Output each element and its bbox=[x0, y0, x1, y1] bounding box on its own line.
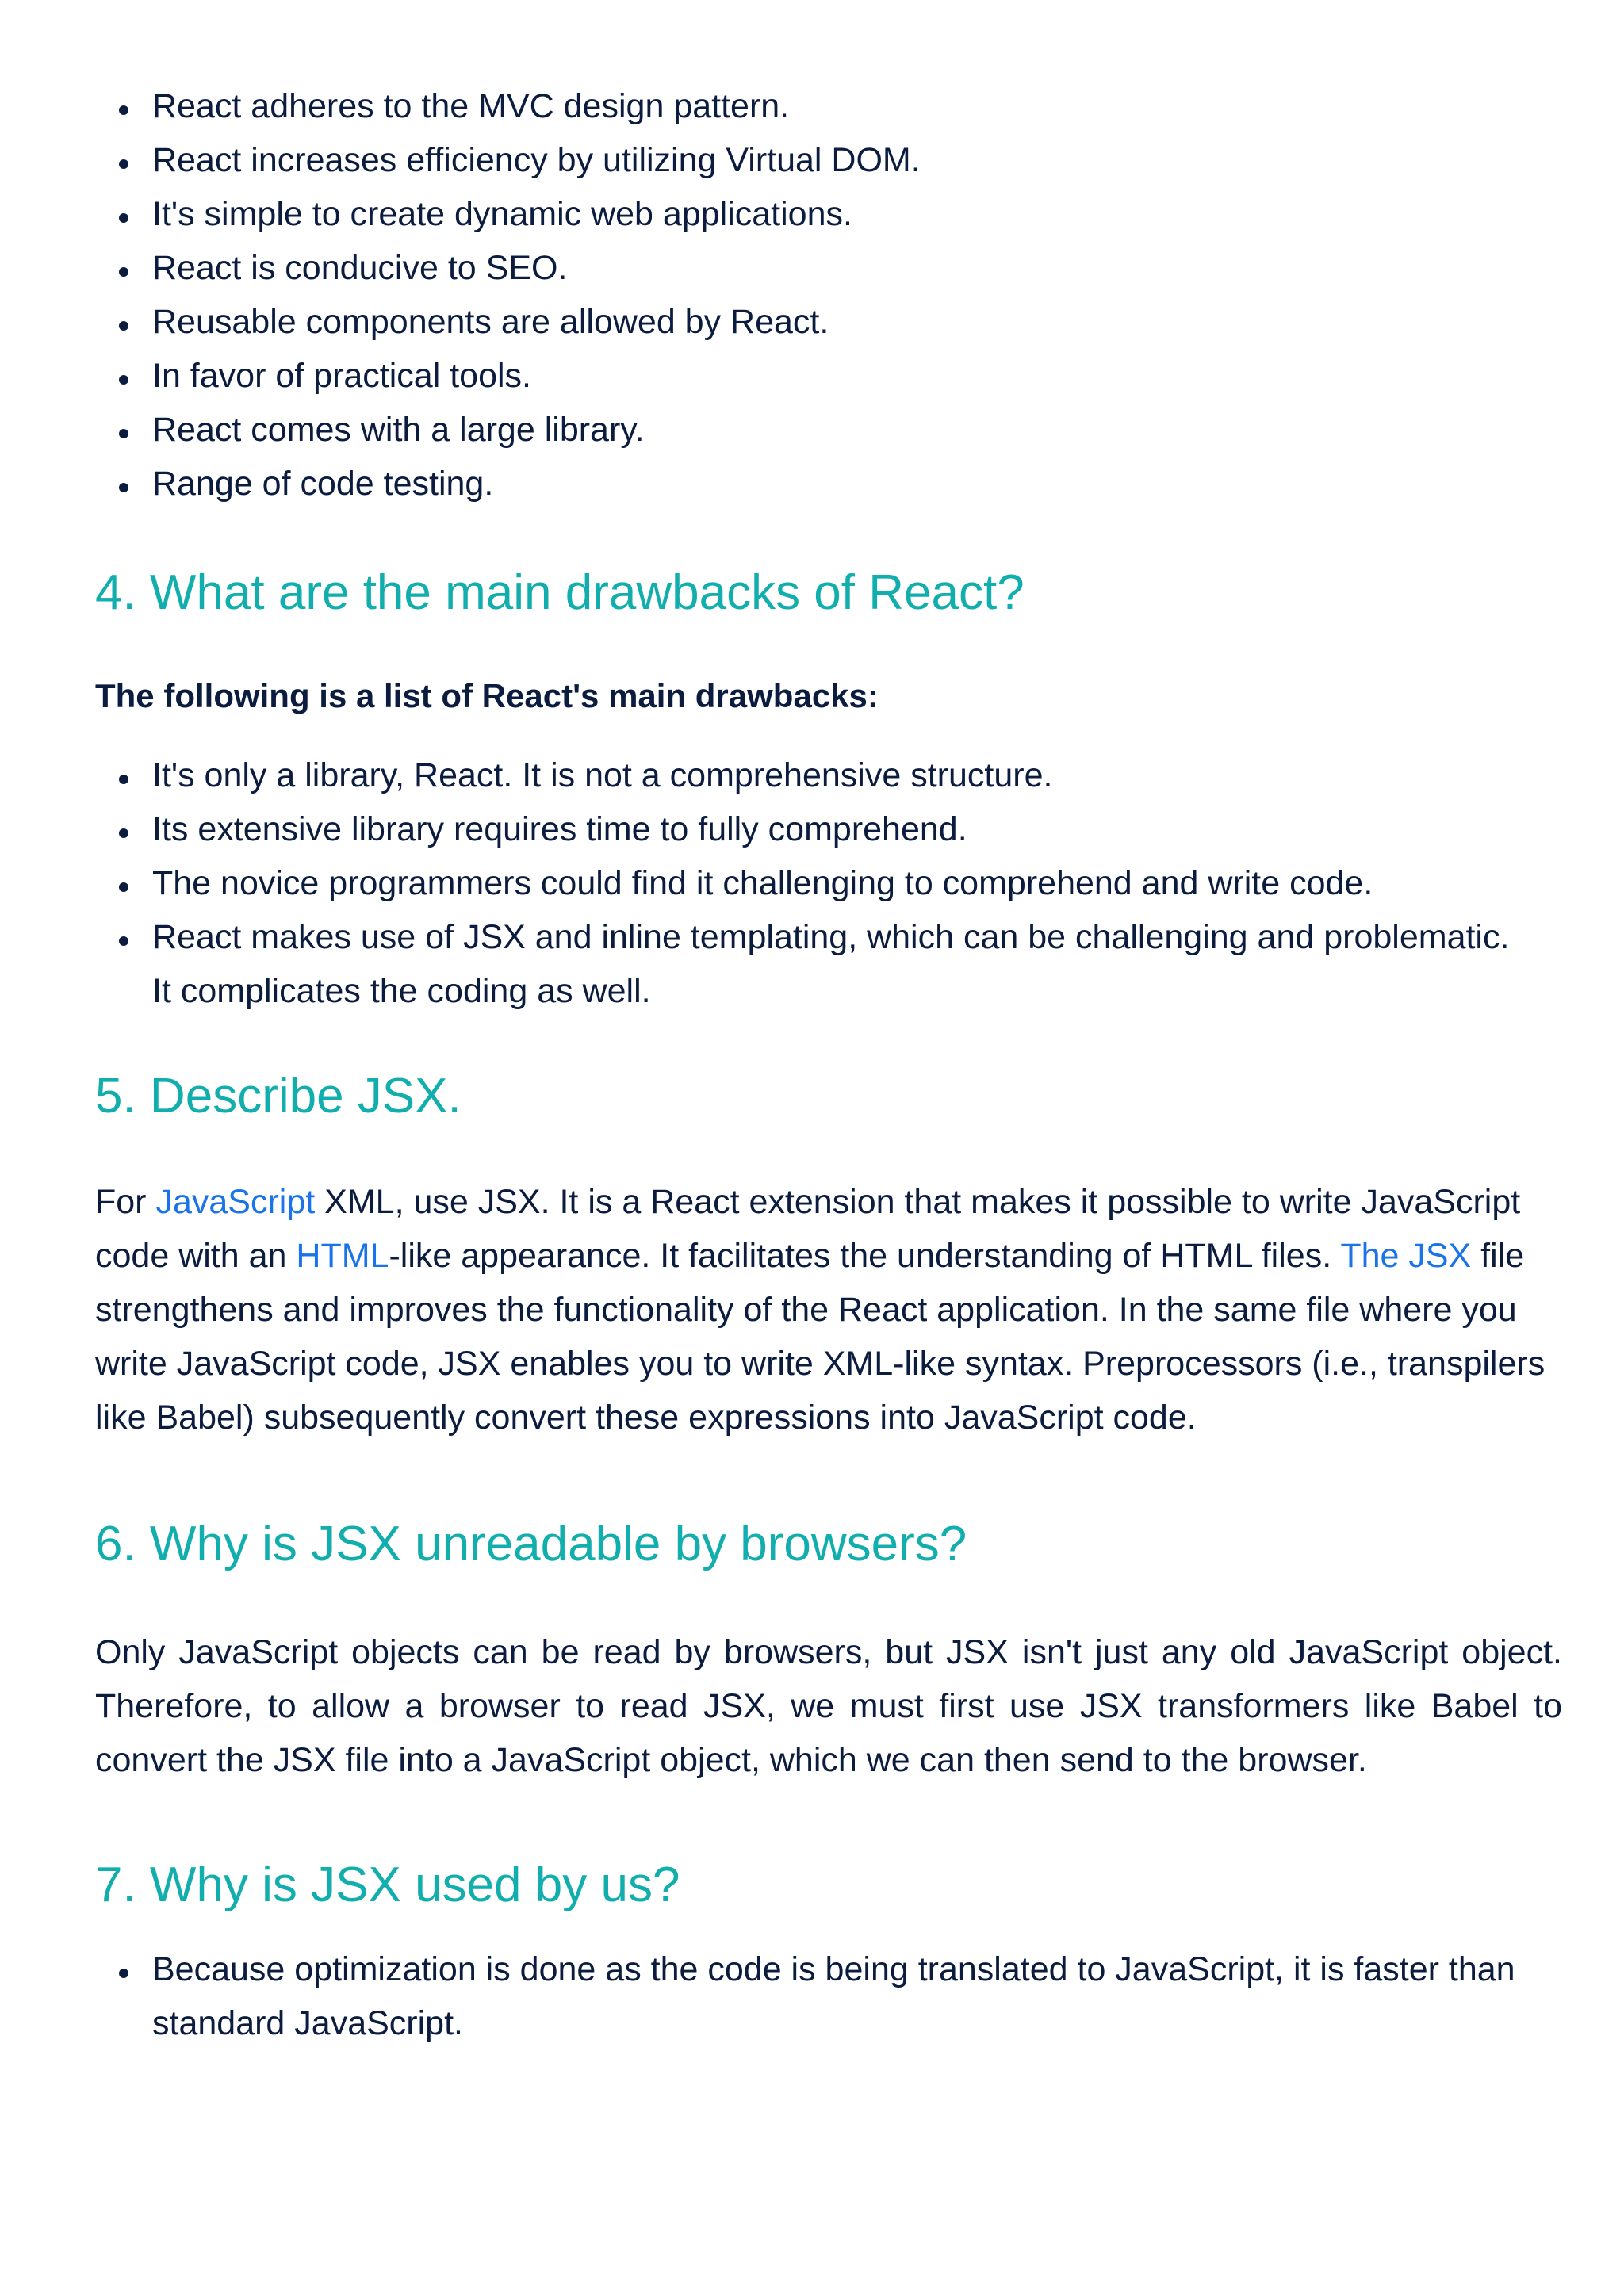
section-6-heading: 6. Why is JSX unreadable by browsers? bbox=[95, 1517, 967, 1571]
list-item: Because optimization is done as the code is being translated to JavaScript, it is faster than standard JavaScript. bbox=[95, 1942, 1522, 2050]
section-5-paragraph bbox=[95, 1175, 1562, 1445]
list-item: Range of code testing. bbox=[95, 457, 1529, 511]
jsx-reasons-list bbox=[95, 1942, 1522, 2050]
advantages-list bbox=[95, 79, 1529, 511]
section-7-heading: 7. Why is JSX used by us? bbox=[95, 1858, 680, 1912]
list-item: React is conducive to SEO. bbox=[95, 241, 1529, 295]
paragraph-text: XML, use JSX. It is a React extension that makes it possible to write JavaScript code with an bbox=[95, 1183, 1521, 1275]
section-5-heading: 5. Describe JSX. bbox=[95, 1069, 462, 1123]
drawbacks-list bbox=[95, 748, 1529, 1018]
javascript-link[interactable]: JavaScript bbox=[155, 1183, 316, 1221]
list-item: React makes use of JSX and inline templating, which can be challenging and problematic. It complicates the coding as well. bbox=[95, 910, 1529, 1018]
section-4-subheading: The following is a list of React's main drawbacks: bbox=[95, 677, 879, 714]
section-6-paragraph: Only JavaScript objects can be read by browsers, but JSX isn't just any old JavaScript object. Therefore, to allow a browser to read JSX, we must first use JSX transformers like Babel to convert the JSX file into a JavaScript object, which we can then send to the browser. bbox=[95, 1633, 1562, 1779]
list-item: Its extensive library requires time to fully comprehend. bbox=[95, 802, 1529, 856]
paragraph-text: For bbox=[95, 1183, 156, 1221]
list-item: React increases efficiency by utilizing Virtual DOM. bbox=[95, 133, 1529, 187]
list-item: It's only a library, React. It is not a comprehensive structure. bbox=[95, 748, 1529, 802]
list-item: React adheres to the MVC design pattern. bbox=[95, 79, 1529, 133]
the-jsx-link[interactable]: The JSX bbox=[1340, 1237, 1472, 1275]
list-item: Reusable components are allowed by React. bbox=[95, 295, 1529, 349]
list-item: The novice programmers could find it challenging to comprehend and write code. bbox=[95, 856, 1529, 910]
list-item: React comes with a large library. bbox=[95, 403, 1529, 457]
paragraph-text: -like appearance. It facilitates the understanding of HTML files. bbox=[389, 1237, 1341, 1275]
section-4-heading: 4. What are the main drawbacks of React? bbox=[95, 565, 1025, 620]
list-item: It's simple to create dynamic web applications. bbox=[95, 187, 1529, 241]
paragraph-text: file strengthens and improves the functionality of the React application. In the same file where you write JavaScript code, JSX enables you to write XML-like syntax. Preprocessors (i.e., transpilers like Babel) subsequently convert these expressions into JavaScript code. bbox=[95, 1237, 1545, 1437]
html-link[interactable]: HTML bbox=[296, 1237, 389, 1275]
list-item: In favor of practical tools. bbox=[95, 349, 1529, 403]
